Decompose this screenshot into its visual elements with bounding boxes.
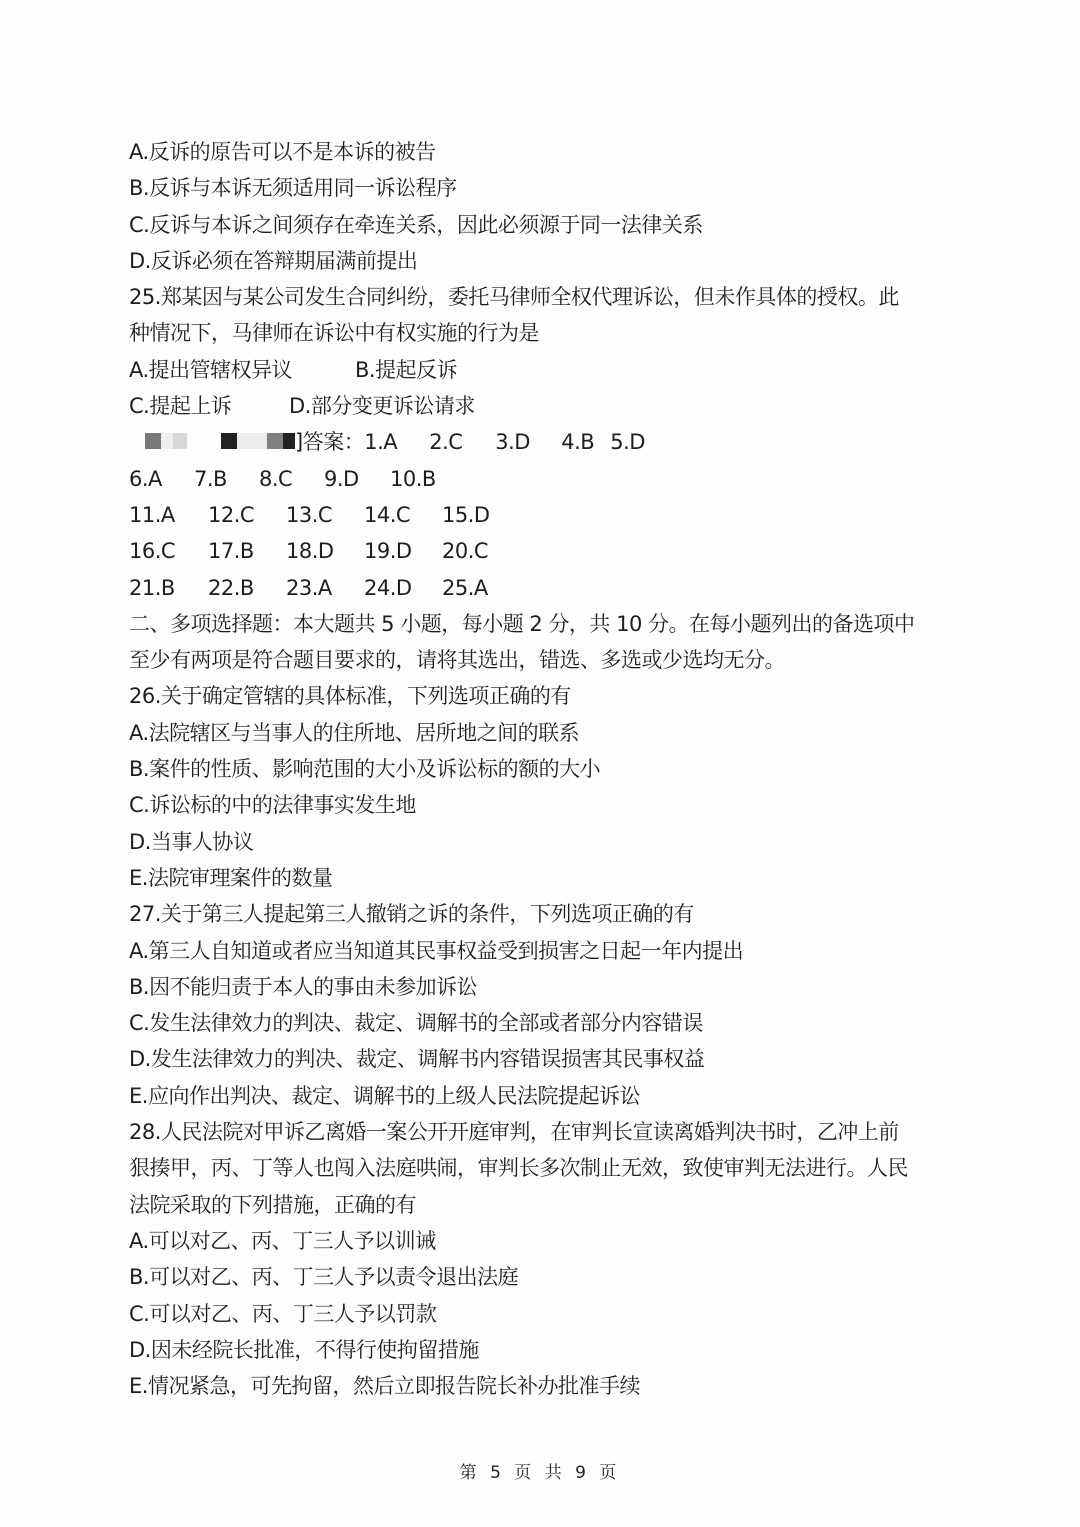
q24-option-c: C.反诉与本诉之间须存在牵连关系，因此必须源于同一法律关系 <box>129 212 703 237</box>
redaction-mark <box>161 433 173 449</box>
q25-option-c: C.提起上诉 <box>129 394 232 419</box>
q24-option-a: A.反诉的原告可以不是本诉的被告 <box>129 140 436 164</box>
q26-option-a: A.法院辖区与当事人的住所地、居所地之间的联系 <box>129 720 580 745</box>
q28-option-d: D.因未经院长批准，不得行使拘留措施 <box>129 1337 479 1362</box>
q28-stem-line1: 28.人民法院对甲诉乙离婚一案公开开庭审判，在审判长宣读离婚判决书时，乙冲上前 <box>129 1120 899 1145</box>
q26-option-b: B.案件的性质、影响范围的大小及诉讼标的额的大小 <box>129 757 601 782</box>
q25-option-d: D.部分变更诉讼请求 <box>289 394 475 419</box>
answer-cell: 18.D <box>286 539 334 564</box>
redaction-mark <box>283 433 295 449</box>
answers-row-2 <box>129 461 959 497</box>
redaction-mark <box>145 433 161 449</box>
q24-option-d: D.反诉必须在答辩期届满前提出 <box>129 248 418 273</box>
q28-stem-line2: 狠揍甲，丙、丁等人也闯入法庭哄闹，审判长多次制止无效，致使审判无法进行。人民 <box>129 1156 908 1181</box>
q25-option-b: B.提起反诉 <box>355 357 458 382</box>
q28-option-a: A.可以对乙、丙、丁三人予以训诫 <box>129 1228 436 1253</box>
answer-cell: 14.C <box>364 502 411 527</box>
q27-stem: 27.关于第三人提起第三人撤销之诉的条件，下列选项正确的有 <box>129 902 694 927</box>
q26-option-c: C.诉讼标的中的法律事实发生地 <box>129 793 416 818</box>
answer-cell: 9.D <box>324 466 359 491</box>
q26-stem: 26.关于确定管辖的具体标准，下列选项正确的有 <box>129 684 571 709</box>
redaction-mark <box>221 433 237 449</box>
answers-row-5 <box>129 570 959 606</box>
q26-option-e: E.法院审理案件的数量 <box>129 865 333 890</box>
answer-cell: 24.D <box>364 575 412 600</box>
q25-stem-line2: 种情况下，马律师在诉讼中有权实施的行为是 <box>129 321 539 346</box>
answer-cell: 2.C <box>429 430 463 455</box>
answer-cell: 11.A <box>129 502 175 527</box>
q25-options-row1 <box>129 352 959 388</box>
q27-option-b: B.因不能归责于本人的事由未参加诉讼 <box>129 974 478 999</box>
answer-cell: 23.A <box>286 575 332 600</box>
answer-cell: 15.D <box>442 502 490 527</box>
answer-cell: 6.A <box>129 466 162 491</box>
q26-option-d: D.当事人协议 <box>129 829 254 854</box>
page-indicator: 第 5 页 共 9 页 <box>459 1463 621 1483</box>
q28-option-b: B.可以对乙、丙、丁三人予以责令退出法庭 <box>129 1265 519 1290</box>
answer-cell: 10.B <box>390 466 436 491</box>
q27-option-a: A.第三人自知道或者应当知道其民事权益受到损害之日起一年内提出 <box>129 938 744 963</box>
answer-cell: 22.B <box>208 575 254 600</box>
answer-cell: 8.C <box>259 466 293 491</box>
answers-label: ]答案： <box>295 430 365 455</box>
section2-instructions-line2: 至少有两项是符合题目要求的，请将其选出，错选、多选或少选均无分。 <box>129 648 785 673</box>
answer-cell: 5.D <box>610 430 645 455</box>
q28-stem-line3: 法院采取的下列措施，正确的有 <box>129 1192 416 1217</box>
answer-cell: 7.B <box>194 466 227 491</box>
answer-cell: 17.B <box>208 539 254 564</box>
q27-option-d: D.发生法律效力的判决、裁定、调解书内容错误损害其民事权益 <box>129 1047 705 1072</box>
answers-row-1 <box>129 424 959 460</box>
answer-cell: 12.C <box>208 502 255 527</box>
answer-cell: 25.A <box>442 575 488 600</box>
q28-option-e: E.情况紧急，可先拘留，然后立即报告院长补办批准手续 <box>129 1374 640 1399</box>
q25-stem-line1: 25.郑某因与某公司发生合同纠纷，委托马律师全权代理诉讼，但未作具体的授权。此 <box>129 285 899 310</box>
q27-option-e: E.应向作出判决、裁定、调解书的上级人民法院提起诉讼 <box>129 1083 640 1108</box>
q25-option-a: A.提出管辖权异议 <box>129 357 293 382</box>
section2-instructions-line1: 二、多项选择题：本大题共 5 小题，每小题 2 分，共 10 分。在每小题列出的备选项中 <box>129 611 915 636</box>
page-content <box>129 134 959 1404</box>
answer-cell: 16.C <box>129 539 176 564</box>
redaction-mark <box>237 433 267 449</box>
answer-cell: 20.C <box>442 539 489 564</box>
q25-options-row2 <box>129 388 959 424</box>
answer-cell: 1.A <box>364 430 398 455</box>
q24-option-b: B.反诉与本诉无须适用同一诉讼程序 <box>129 176 457 201</box>
answer-cell: 3.D <box>495 430 530 455</box>
answer-cell: 13.C <box>286 502 333 527</box>
answers-row-4 <box>129 533 959 569</box>
answer-cell: 4.B <box>561 430 595 455</box>
q27-option-c: C.发生法律效力的判决、裁定、调解书的全部或者部分内容错误 <box>129 1011 703 1036</box>
redaction-mark <box>267 433 283 449</box>
answer-cell: 21.B <box>129 575 175 600</box>
answers-row-3 <box>129 497 959 533</box>
redaction-mark <box>173 433 187 449</box>
q28-option-c: C.可以对乙、丙、丁三人予以罚款 <box>129 1301 437 1326</box>
answer-cell: 19.D <box>364 539 412 564</box>
